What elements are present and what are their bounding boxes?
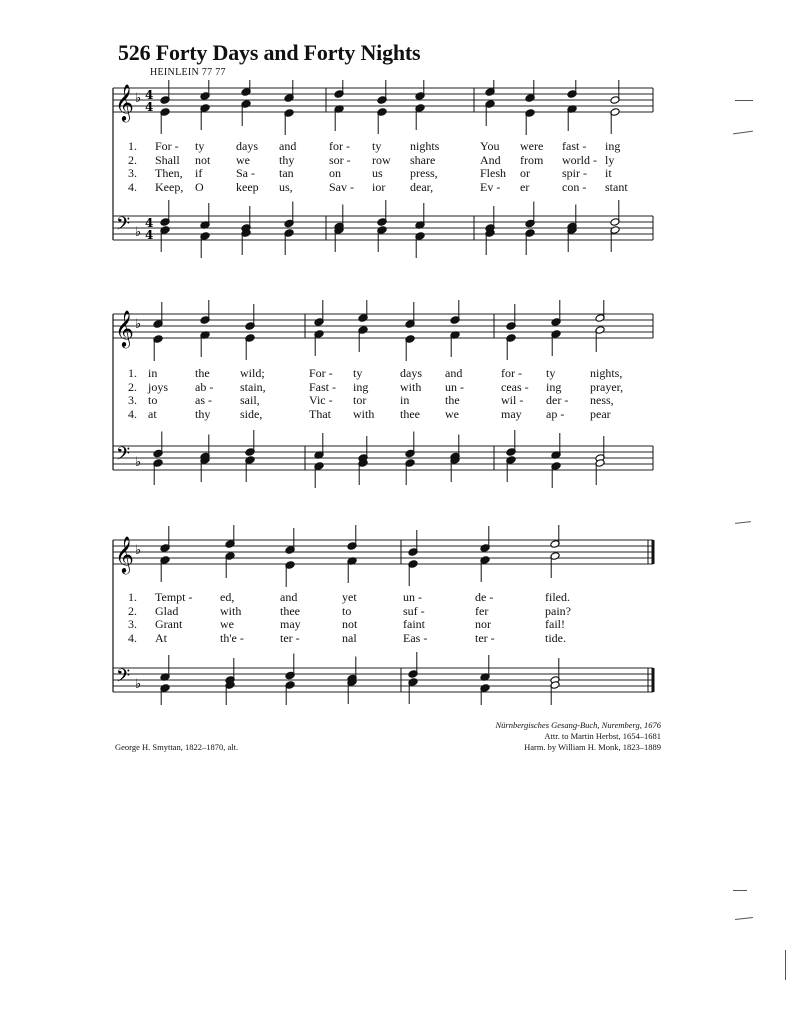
lyric-syllable: For - — [309, 366, 333, 380]
alto-note — [415, 104, 425, 130]
lyric-syllable: nights — [410, 139, 440, 153]
lyric-syllable: ter - — [280, 630, 300, 645]
tenor-note — [358, 436, 368, 462]
bass-clef-icon: 𝄢 — [116, 214, 131, 239]
bass-note — [377, 226, 387, 252]
tenor-note — [525, 202, 535, 228]
lyric-syllable: Shall — [155, 152, 180, 167]
soprano-note — [567, 80, 577, 98]
bass-note — [480, 684, 490, 705]
lyric-syllable: and — [279, 139, 297, 153]
bass-note — [525, 229, 535, 255]
lyric-syllable: days — [236, 139, 258, 153]
lyric-syllable: ed, — [220, 590, 235, 604]
alto-note — [160, 556, 170, 582]
verse-number: 3. — [128, 166, 137, 180]
alto-note — [567, 105, 577, 131]
alto-note — [284, 109, 294, 135]
lyric-syllable: we — [445, 406, 459, 421]
tenor-note — [550, 658, 560, 684]
lyric-syllable: ness, — [590, 393, 614, 407]
lyric-syllable: pain? — [545, 603, 571, 618]
tenor-note — [284, 202, 294, 228]
alto-note — [200, 331, 210, 357]
lyric-syllable: de - — [475, 590, 494, 604]
tenor-note — [225, 658, 235, 684]
soprano-note — [160, 526, 170, 552]
soprano-note — [377, 80, 387, 104]
lyric-syllable: at — [148, 406, 157, 421]
lyric-syllable: with — [220, 603, 242, 618]
lyric-syllable: nor — [475, 617, 491, 631]
lyric-syllable: for - — [501, 366, 522, 380]
bass-note — [200, 456, 210, 482]
lyric-syllable: as - — [195, 393, 212, 407]
soprano-note — [415, 80, 425, 100]
lyric-syllable: ior — [372, 179, 386, 194]
lyric-syllable: th'e - — [220, 630, 244, 645]
lyric-syllable: ty — [353, 366, 363, 380]
alto-note — [285, 561, 295, 587]
lyric-syllable: if — [195, 166, 203, 180]
bass-note — [358, 459, 368, 485]
lyric-syllable: At — [155, 630, 167, 645]
bass-note — [610, 226, 620, 252]
lyric-syllable: un - — [403, 590, 422, 604]
margin-mark — [785, 950, 786, 980]
bass-clef-icon: 𝄢 — [116, 666, 131, 691]
verse-number: 1. — [128, 366, 137, 380]
bass-note — [551, 462, 561, 488]
soprano-note — [551, 300, 561, 326]
time-signature: 4 — [145, 216, 154, 230]
alto-note — [506, 334, 516, 360]
bass-note — [334, 226, 344, 252]
lyric-syllable: un - — [445, 379, 464, 394]
flat-sign-icon: ♭ — [135, 677, 142, 692]
tune-name: HEINLEIN 77 77 — [150, 67, 226, 78]
bass-note — [550, 681, 560, 705]
alto-note — [485, 100, 495, 126]
soprano-note — [200, 80, 210, 100]
soprano-note — [595, 300, 605, 322]
tenor-note — [241, 206, 251, 232]
bass-note — [225, 681, 235, 705]
music-system-2 — [0, 300, 791, 490]
margin-mark — [735, 521, 751, 524]
soprano-note — [358, 300, 368, 322]
alto-note — [200, 104, 210, 130]
bass-note — [567, 226, 577, 252]
time-signature: 4 — [145, 228, 154, 242]
alto-note — [245, 334, 255, 360]
lyric-syllable: ter - — [475, 630, 495, 645]
lyric-syllable: side, — [240, 406, 263, 421]
lyric-syllable: thee — [400, 406, 420, 421]
lyric-syllable: not — [195, 152, 211, 167]
tenor-note — [377, 200, 387, 226]
bass-note — [485, 229, 495, 255]
soprano-note — [284, 80, 294, 102]
tenor-note — [245, 430, 255, 456]
lyric-syllable: Tempt - — [155, 590, 193, 604]
lyric-syllable: press, — [410, 166, 438, 180]
lyric-syllable: keep — [236, 179, 259, 194]
treble-clef-icon: 𝄞 — [115, 535, 134, 573]
lyric-syllable: thy — [279, 152, 295, 167]
lyric-syllable: on — [329, 166, 341, 180]
time-signature: 4 — [145, 100, 154, 114]
alto-note — [405, 335, 415, 361]
soprano-note — [314, 300, 324, 326]
lyric-syllable: fast - — [562, 139, 587, 153]
lyric-syllable: tide. — [545, 630, 566, 645]
alto-note — [314, 330, 324, 356]
lyric-syllable: Ev - — [480, 179, 501, 194]
verse-number: 3. — [128, 393, 137, 407]
lyric-syllable: ing — [546, 379, 562, 394]
lyric-syllable: pear — [590, 406, 611, 421]
bass-note — [241, 229, 251, 255]
lyric-syllable: O — [195, 179, 204, 194]
verse-number: 2. — [128, 603, 137, 618]
soprano-note — [405, 302, 415, 328]
lyric-syllable: fail! — [545, 617, 565, 631]
music-system-3 — [0, 525, 791, 705]
lyric-syllable: and — [445, 366, 463, 380]
lyric-syllable: ing — [605, 139, 621, 153]
verse-number: 2. — [128, 152, 137, 167]
lyric-syllable: tan — [279, 166, 294, 180]
soprano-note — [525, 80, 535, 102]
lyric-syllable: it — [605, 166, 612, 180]
lyric-syllable: ing — [353, 379, 369, 394]
lyric-syllable: we — [236, 152, 250, 167]
soprano-note — [408, 530, 418, 556]
tenor-note — [485, 206, 495, 232]
lyric-syllable: row — [372, 152, 391, 167]
words-credit: George H. Smyttan, 1822–1870, alt. — [115, 742, 239, 752]
tenor-note — [506, 430, 516, 456]
alto-note — [551, 330, 561, 356]
lyric-syllable: filed. — [545, 590, 570, 604]
lyric-syllable: con - — [562, 179, 587, 194]
soprano-note — [200, 300, 210, 324]
lyric-syllable: ly — [605, 152, 615, 167]
lyric-syllable: wild; — [240, 366, 265, 380]
soprano-note — [550, 525, 560, 548]
bass-note — [405, 459, 415, 485]
lyric-syllable: us, — [279, 179, 293, 194]
lyric-syllable: thy — [195, 406, 211, 421]
alto-note — [347, 557, 357, 583]
alto-note — [153, 335, 163, 361]
lyric-syllable: yet — [342, 590, 357, 604]
lyric-syllable: ab - — [195, 379, 214, 394]
verse-number: 2. — [128, 379, 137, 394]
lyric-syllable: stain, — [240, 379, 266, 394]
bass-note — [153, 459, 163, 485]
lyric-syllable: tor — [353, 393, 367, 407]
lyric-syllable: Flesh — [480, 166, 507, 180]
lyric-syllable: thee — [280, 603, 300, 618]
soprano-note — [160, 80, 170, 104]
lyric-syllable: ceas - — [501, 379, 529, 394]
flat-sign-icon: ♭ — [135, 455, 142, 470]
lyric-syllable: ty — [195, 139, 205, 153]
margin-mark — [733, 890, 747, 891]
alto-note — [241, 100, 251, 126]
lyric-syllable: nights, — [590, 366, 623, 380]
lyric-syllable: ty — [372, 139, 382, 153]
lyric-syllable: Grant — [155, 617, 183, 631]
bass-clef-icon: 𝄢 — [116, 444, 131, 469]
tenor-note — [595, 436, 605, 462]
lyric-syllable: were — [520, 139, 544, 153]
bass-note — [450, 456, 460, 482]
lyric-syllable: share — [410, 152, 436, 167]
lyric-syllable: Eas - — [403, 630, 428, 645]
bass-note — [285, 681, 295, 705]
lyric-syllable: Fast - — [309, 379, 336, 394]
lyric-syllable: fer — [475, 603, 489, 618]
hymn-title: 526 Forty Days and Forty Nights — [118, 40, 421, 65]
verse-number: 4. — [128, 406, 137, 421]
bass-note — [245, 456, 255, 482]
verse-number: 4. — [128, 179, 137, 194]
lyric-syllable: spir - — [562, 166, 587, 180]
soprano-note — [480, 526, 490, 552]
lyric-syllable: suf - — [403, 603, 425, 618]
lyric-syllable: faint — [403, 617, 425, 631]
lyric-syllable: to — [342, 603, 352, 618]
soprano-note — [347, 525, 357, 550]
lyric-syllable: For - — [155, 139, 179, 153]
lyric-syllable: days — [400, 366, 422, 380]
lyric-syllable: ty — [546, 366, 556, 380]
lyric-syllable: in — [148, 366, 158, 380]
bass-note — [408, 678, 418, 704]
soprano-note — [610, 80, 620, 104]
lyric-syllable: for - — [329, 139, 350, 153]
alto-note — [377, 108, 387, 134]
lyric-syllable: to — [148, 393, 158, 407]
lyric-syllable: er — [520, 179, 530, 194]
alto-note — [595, 326, 605, 352]
lyric-syllable: wil - — [501, 393, 524, 407]
flat-sign-icon: ♭ — [135, 91, 142, 106]
tenor-note — [153, 432, 163, 458]
lyric-syllable: us — [372, 166, 383, 180]
music-system-1 — [0, 80, 791, 260]
lyric-syllable: not — [342, 617, 358, 631]
lyric-syllable: joys — [148, 379, 169, 394]
bass-note — [160, 684, 170, 705]
lyric-syllable: in — [400, 393, 410, 407]
lyric-syllable: dear, — [410, 179, 434, 194]
margin-mark — [735, 100, 753, 101]
margin-mark — [735, 917, 753, 920]
bass-note — [415, 232, 425, 258]
treble-clef-icon: 𝄞 — [115, 309, 134, 347]
soprano-note — [245, 304, 255, 330]
lyric-syllable: with — [353, 406, 375, 421]
lyric-syllable: stant — [605, 179, 628, 194]
soprano-note — [334, 80, 344, 98]
lyric-syllable: You — [480, 139, 500, 153]
lyric-syllable: nal — [342, 630, 357, 645]
lyric-syllable: Vic - — [309, 393, 333, 407]
lyric-syllable: the — [195, 366, 210, 380]
verse-number: 1. — [128, 590, 137, 604]
lyric-syllable: der - — [546, 393, 569, 407]
lyric-syllable: That — [309, 406, 331, 421]
tenor-note — [285, 654, 295, 680]
tenor-note — [408, 652, 418, 678]
lyric-syllable: from — [520, 152, 544, 167]
lyric-syllable: Sa - — [236, 166, 255, 180]
alto-note — [225, 552, 235, 578]
soprano-note — [225, 525, 235, 548]
alto-note — [160, 108, 170, 134]
lyric-syllable: prayer, — [590, 379, 624, 394]
alto-note — [525, 109, 535, 135]
alto-note — [358, 326, 368, 352]
bass-note — [160, 226, 170, 252]
lyric-syllable: with — [400, 379, 422, 394]
lyric-syllable: sail, — [240, 393, 260, 407]
verse-number: 3. — [128, 617, 137, 631]
lyric-syllable: may — [501, 406, 522, 421]
tenor-note — [160, 200, 170, 226]
flat-sign-icon: ♭ — [135, 317, 142, 332]
bass-note — [200, 232, 210, 258]
lyric-syllable: sor - — [329, 152, 351, 167]
bass-note — [314, 462, 324, 488]
alto-note — [550, 552, 560, 578]
soprano-note — [285, 528, 295, 554]
lyric-syllable: and — [280, 590, 298, 604]
alto-note — [610, 108, 620, 134]
lyric-syllable: Keep, — [155, 179, 184, 194]
alto-note — [408, 560, 418, 586]
lyric-syllable: And — [480, 152, 501, 167]
flat-sign-icon: ♭ — [135, 543, 142, 558]
soprano-note — [450, 300, 460, 324]
tenor-note — [610, 200, 620, 226]
soprano-note — [153, 302, 163, 328]
verse-number: 4. — [128, 630, 137, 645]
soprano-note — [506, 304, 516, 330]
alto-note — [480, 556, 490, 582]
source-credit: Nürnbergisches Gesang-Buch, Nuremberg, 1676 — [495, 720, 661, 730]
alto-note — [334, 105, 344, 131]
verse-number: 1. — [128, 139, 137, 153]
lyric-syllable: Sav - — [329, 179, 354, 194]
tenor-note — [405, 432, 415, 458]
lyric-syllable: the — [445, 393, 460, 407]
alto-note — [450, 331, 460, 357]
lyric-syllable: ap - — [546, 406, 565, 421]
flat-sign-icon: ♭ — [135, 225, 142, 240]
bass-note — [347, 678, 357, 704]
lyric-syllable: Then, — [155, 166, 183, 180]
lyric-syllable: world - — [562, 152, 597, 167]
bass-note — [506, 456, 516, 482]
lyric-syllable: we — [220, 617, 234, 631]
lyric-syllable: may — [280, 617, 301, 631]
treble-clef-icon: 𝄞 — [115, 83, 134, 121]
lyric-syllable: or — [520, 166, 530, 180]
time-signature: 4 — [145, 88, 154, 102]
lyric-syllable: Glad — [155, 603, 179, 618]
bass-note — [595, 459, 605, 485]
harmony-credit: Harm. by William H. Monk, 1823–1889 — [524, 742, 661, 752]
attribution-credit: Attr. to Martin Herbst, 1654–1681 — [544, 731, 661, 741]
bass-note — [284, 229, 294, 255]
